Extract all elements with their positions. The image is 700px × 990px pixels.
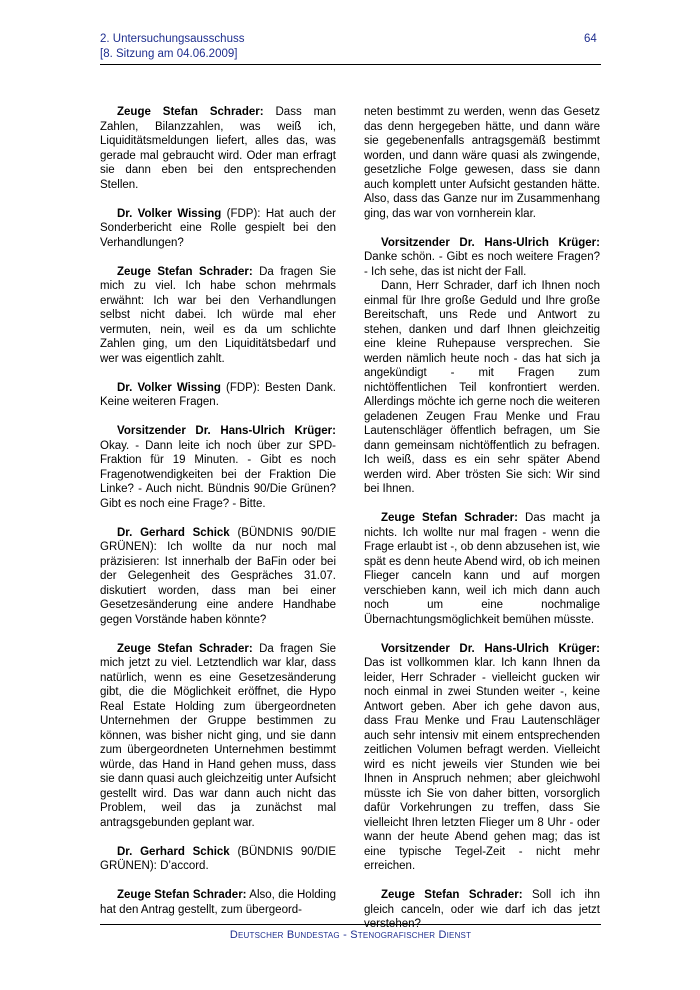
transcript-paragraph [364, 511, 600, 627]
document-header [100, 32, 244, 62]
statement-text: neten bestimmt zu werden, wenn das Gesetz das denn hergegeben hätte, und dann wäre sie gegebenenfalls antragsgemäß bestimmt worden, und dann wäre quasi als zwingende, gesetzliche Folge gewesen, dass sie dann auch komplett unter Aufsicht gestanden hätte. Also, dass das Ganze nur im Zusammenhang ging, das war von vornherein klar. [364, 106, 600, 220]
committee-title: 2. Untersuchungsausschuss [100, 33, 245, 45]
speaker-affiliation: (BÜNDNIS 90/DIE GRÜNEN): [100, 845, 336, 872]
speaker-name: Dr. Gerhard Schick [117, 845, 230, 858]
speaker-affiliation: (BÜNDNIS 90/DIE GRÜNEN): [100, 526, 336, 553]
right-column [364, 105, 600, 946]
transcript-paragraph [100, 265, 336, 367]
speaker-affiliation: (FDP): [221, 207, 261, 220]
speaker-name: Vorsitzender Dr. Hans-Ulrich Krüger: [381, 642, 600, 655]
speaker-name: Dr. Volker Wissing [117, 381, 221, 394]
statement-text: Soll ich ihn gleich canceln, oder wie darf ich das jetzt verstehen? [364, 889, 600, 930]
statement-text: Okay. - Dann leite ich noch über zur SPD-Fraktion für 19 Minuten. - Gibt es noch Fragenotwendigkeiten bei der Fraktion Die Linke? - Auch nicht. Bündnis 90/Die Grünen? Gibt es noch eine Frage? - Bitte. [100, 439, 336, 510]
statement-text: Da fragen Sie mich zu viel. Ich habe schon mehrmals erwähnt: Ich war bei den Verhandlungen selbst nicht dabei. Ich würde mal eher vermuten, nein, weil es da um schlichte Zahlen ging, um den Liquiditätsbedarf und wer was eigentlich zahlt. [100, 265, 337, 365]
statement-text: Da fragen Sie mich jetzt zu viel. Letztendlich war klar, dass natürlich, wenn es eine Gesetzesänderung gibt, die die Möglichkeit eröffnet, die Hypo Real Estate Holding zum übergeordneten Unternehmen der Gruppe bestimmen zu können, was bisher nicht ging, und sie dann zum übergeordneten Unternehmen bestimmt würde, das Hand in Hand gehen muss, dass sie dann quasi auch gleichzeitig unter Aufsicht gestellt wird. Das war dann auch nicht das Problem, weil das ja zunächst mal antragsgebunden geplant war. [100, 642, 337, 829]
statement-text: Das macht ja nichts. Ich wollte nur mal fragen - wenn die Frage erlaubt ist -, ob denn abzusehen ist, wie spät es denn heute Abend wird, ob ich meinen Flieger canceln kann und auf morgen verschieben kann, weil ich mich dann auch noch um eine nochmalige Übernachtungsmöglichkeit bemühen müsste. [364, 512, 600, 626]
speaker-name: Vorsitzender Dr. Hans-Ulrich Krüger: [117, 425, 336, 437]
speaker-name: Zeuge Stefan Schrader: [117, 889, 247, 901]
statement-text: Ich wollte da nur noch mal präzisieren: Ist innerhalb der BaFin oder bei der Gelegenheit des Gespräches 31.07. diskutiert worden, dass man bei einer Gesetzesänderung eine andere Handhabe gegen Vorstände haben könnte? [100, 541, 336, 626]
transcript-paragraph [364, 279, 600, 497]
statement-text: Also, die Holding hat den Antrag gestellt, zum übergeord- [100, 889, 336, 916]
transcript-paragraph [100, 207, 336, 251]
speaker-name: Zeuge Stefan Schrader: [117, 106, 264, 118]
left-column [100, 105, 336, 932]
speaker-name: Zeuge Stefan Schrader: [381, 512, 518, 524]
speaker-name: Zeuge Stefan Schrader: [117, 265, 253, 278]
footer-divider [100, 924, 601, 925]
transcript-paragraph [100, 105, 336, 192]
footer-publisher: Deutscher Bundestag - Stenografischer Dienst [229, 929, 472, 941]
transcript-paragraph [100, 424, 336, 511]
speaker-name: Dr. Volker Wissing [117, 207, 222, 220]
transcript-paragraph [364, 236, 600, 280]
statement-text: Danke schön. - Gibt es noch weitere Fragen? - Ich sehe, das ist nicht der Fall. [364, 251, 600, 278]
transcript-paragraph [364, 105, 600, 221]
speaker-name: Dr. Gerhard Schick [117, 526, 230, 539]
speaker-affiliation: (FDP): [220, 381, 260, 394]
speaker-name: Zeuge Stefan Schrader: [381, 889, 523, 901]
statement-text: D’accord. [156, 860, 209, 872]
statement-text: Dann, Herr Schrader, darf ich Ihnen noch einmal für Ihre große Geduld und Ihre große Bereitschaft, uns Rede und Antwort zu stehen, danken und darf Ihnen gleichzeitig eine kleine Ruhepause versprechen. Sie werden nämlich heute noch - das hat sich ja angekündigt - mit Fragen zum nichtöffentlichen Teil konfrontiert werden. Allerdings möchte ich gerne noch die weiteren geladenen Zeugen Frau Menke und Frau Lautenschläger öffentlich befragen, um Sie dann gemeinsam nichtöffentlich zu befragen. Ich weiß, dass es ein sehr später Abend werden wird. Aber trösten Sie sich: Wir sind bei Ihnen. [364, 280, 600, 495]
speaker-name: Zeuge Stefan Schrader: [117, 642, 253, 655]
transcript-paragraph [100, 642, 336, 831]
statement-text: Das ist vollkommen klar. Ich kann Ihnen da leider, Herr Schrader - vielleicht gucken wir noch einmal in zwei Stunden weiter -, keine Antwort geben. Aber ich gehe davon aus, dass Frau Menke und Frau Lautenschläger auch sehr intensiv mit einem entsprechenden zeitlichen Volumen befragt werden. Vielleicht wird es nicht jeweils vier Stunden wie bei Ihnen in Anspruch nehmen; aber gleichwohl müsste ich Sie von daher bitten, vorsorglich dafür Vorkehrungen zu treffen, dass Sie vielleicht Ihren letzten Flieger um 8 Uhr - oder wann der heute Abend gehen mag; das ist eine typische Tegel-Zeit - nicht mehr erreichen. [364, 657, 600, 872]
transcript-paragraph [100, 888, 336, 917]
statement-text: Hat auch der Sonderbericht eine Rolle gespielt bei den Verhandlungen? [100, 207, 336, 249]
transcript-paragraph [100, 381, 336, 410]
transcript-paragraph [100, 845, 336, 874]
page-number: 64 [584, 33, 597, 45]
speaker-name: Vorsitzender Dr. Hans-Ulrich Krüger: [381, 236, 600, 249]
header-divider [100, 64, 601, 65]
statement-text: Dass man Zahlen, Bilanzzahlen, was weiß ich, Liquiditätsmeldungen liefert, alles das, was gerade mal gebraucht wird. Oder man erfragt sie dann eben bei den entsprechenden Stellen. [100, 106, 336, 191]
statement-text: Besten Dank. Keine weiteren Fragen. [100, 381, 336, 408]
transcript-paragraph [100, 526, 336, 628]
session-date: [8. Sitzung am 04.06.2009] [100, 48, 238, 60]
transcript-paragraph [364, 642, 600, 874]
